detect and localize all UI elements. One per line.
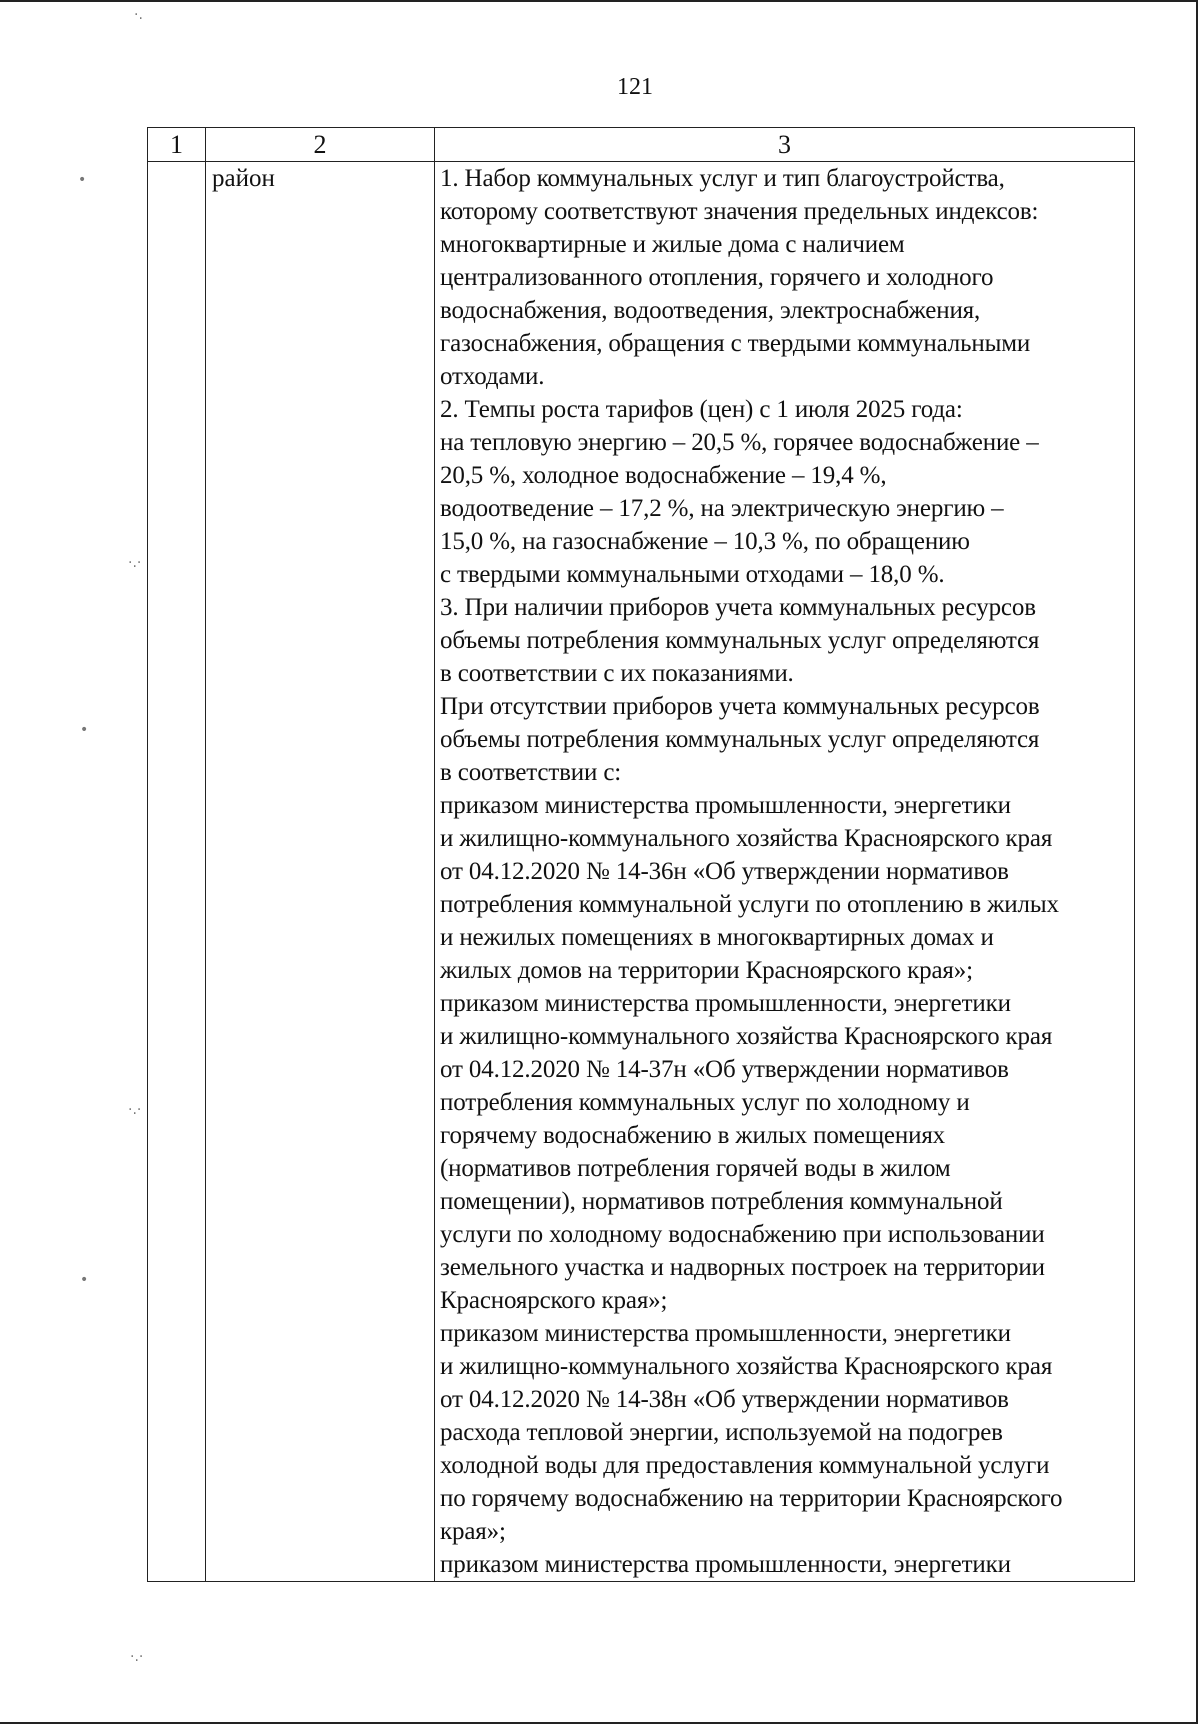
text-line: При отсутствии приборов учета коммунальных ресурсов bbox=[440, 693, 1040, 720]
text-line: объемы потребления коммунальных услуг определяются bbox=[440, 726, 1040, 753]
text-line: от 04.12.2020 № 14-37н «Об утверждении нормативов bbox=[440, 1056, 1009, 1083]
text-line: от 04.12.2020 № 14-38н «Об утверждении нормативов bbox=[440, 1386, 1009, 1413]
text-line: водоотведение – 17,2 %, на электрическую энергию – bbox=[440, 495, 1004, 522]
scan-mark: ·.· bbox=[128, 555, 142, 571]
column-header-2: 2 bbox=[206, 128, 435, 162]
text-line: земельного участка и надворных построек на территории bbox=[440, 1254, 1045, 1281]
text-line: многоквартирные и жилые дома с наличием bbox=[440, 231, 905, 258]
text-line: на тепловую энергию – 20,5 %, горячее водоснабжение – bbox=[440, 429, 1039, 456]
table-cell-col2: район bbox=[206, 162, 435, 1582]
column-header-1: 1 bbox=[148, 128, 206, 162]
text-line: газоснабжения, обращения с твердыми коммунальными bbox=[440, 330, 1031, 357]
scan-mark: ·.· bbox=[130, 1649, 144, 1665]
column-header-3: 3 bbox=[435, 128, 1135, 162]
text-line: и жилищно-коммунального хозяйства Красноярского края bbox=[440, 1023, 1053, 1050]
text-line: по горячему водоснабжению на территории Красноярского bbox=[440, 1485, 1063, 1512]
text-line: края»; bbox=[440, 1518, 506, 1545]
text-line: водоснабжения, водоотведения, электроснабжения, bbox=[440, 297, 981, 324]
text-line: объемы потребления коммунальных услуг определяются bbox=[440, 627, 1040, 654]
text-line: холодной воды для предоставления коммунальной услуги bbox=[440, 1452, 1050, 1479]
scan-mark: • bbox=[80, 722, 89, 738]
text-line: централизованного отопления, горячего и холодного bbox=[440, 264, 994, 291]
text-line: (нормативов потребления горячей воды в жилом bbox=[440, 1155, 951, 1182]
text-line: и жилищно-коммунального хозяйства Красноярского края bbox=[440, 1353, 1053, 1380]
text-line: от 04.12.2020 № 14-36н «Об утверждении нормативов bbox=[440, 858, 1009, 885]
text-line: 3. При наличии приборов учета коммунальных ресурсов bbox=[440, 594, 1036, 621]
text-line: и жилищно-коммунального хозяйства Красноярского края bbox=[440, 825, 1053, 852]
text-line: потребления коммунальной услуги по отоплению в жилых bbox=[440, 891, 1059, 918]
text-line: 1. Набор коммунальных услуг и тип благоустройства, bbox=[440, 165, 1005, 192]
text-line: Красноярского края»; bbox=[440, 1287, 668, 1314]
table-cell-col1 bbox=[148, 162, 206, 1582]
text-line: приказом министерства промышленности, энергетики bbox=[440, 1320, 1011, 1347]
text-line: 15,0 %, на газоснабжение – 10,3 %, по обращению bbox=[440, 528, 970, 555]
text-line: горячему водоснабжению в жилых помещениях bbox=[440, 1122, 946, 1149]
table-header-row bbox=[148, 128, 1135, 162]
text-line: в соответствии с их показаниями. bbox=[440, 660, 794, 687]
text-line: приказом министерства промышленности, энергетики bbox=[440, 990, 1011, 1017]
text-line: приказом министерства промышленности, энергетики bbox=[440, 1551, 1011, 1578]
scan-mark: • bbox=[80, 1272, 89, 1288]
text-line: расхода тепловой энергии, используемой на подогрев bbox=[440, 1419, 1003, 1446]
scan-mark: • bbox=[78, 172, 87, 188]
document-table bbox=[147, 127, 1135, 1582]
text-line: жилых домов на территории Красноярского края»; bbox=[440, 957, 973, 984]
text-line: отходами. bbox=[440, 363, 545, 390]
text-line: услуги по холодному водоснабжению при использовании bbox=[440, 1221, 1045, 1248]
cell-text-block bbox=[440, 162, 1134, 1581]
scan-mark: ·.· bbox=[128, 1102, 142, 1118]
text-line: 20,5 %, холодное водоснабжение – 19,4 %, bbox=[440, 462, 887, 489]
text-line: помещении), нормативов потребления коммунальной bbox=[440, 1188, 1003, 1215]
text-line: потребления коммунальных услуг по холодному и bbox=[440, 1089, 970, 1116]
table-row bbox=[148, 162, 1135, 1582]
text-line: приказом министерства промышленности, энергетики bbox=[440, 792, 1011, 819]
text-line: в соответствии с: bbox=[440, 759, 622, 786]
text-line: 2. Темпы роста тарифов (цен) с 1 июля 2025 года: bbox=[440, 396, 963, 423]
text-line: и нежилых помещениях в многоквартирных домах и bbox=[440, 924, 994, 951]
table-cell-col3 bbox=[435, 162, 1135, 1582]
page-number: 121 bbox=[617, 74, 653, 100]
text-line: которому соответствуют значения предельных индексов: bbox=[440, 198, 1039, 225]
text-line: с твердыми коммунальными отходами – 18,0 %. bbox=[440, 561, 945, 588]
scan-mark: ·. bbox=[134, 7, 143, 23]
